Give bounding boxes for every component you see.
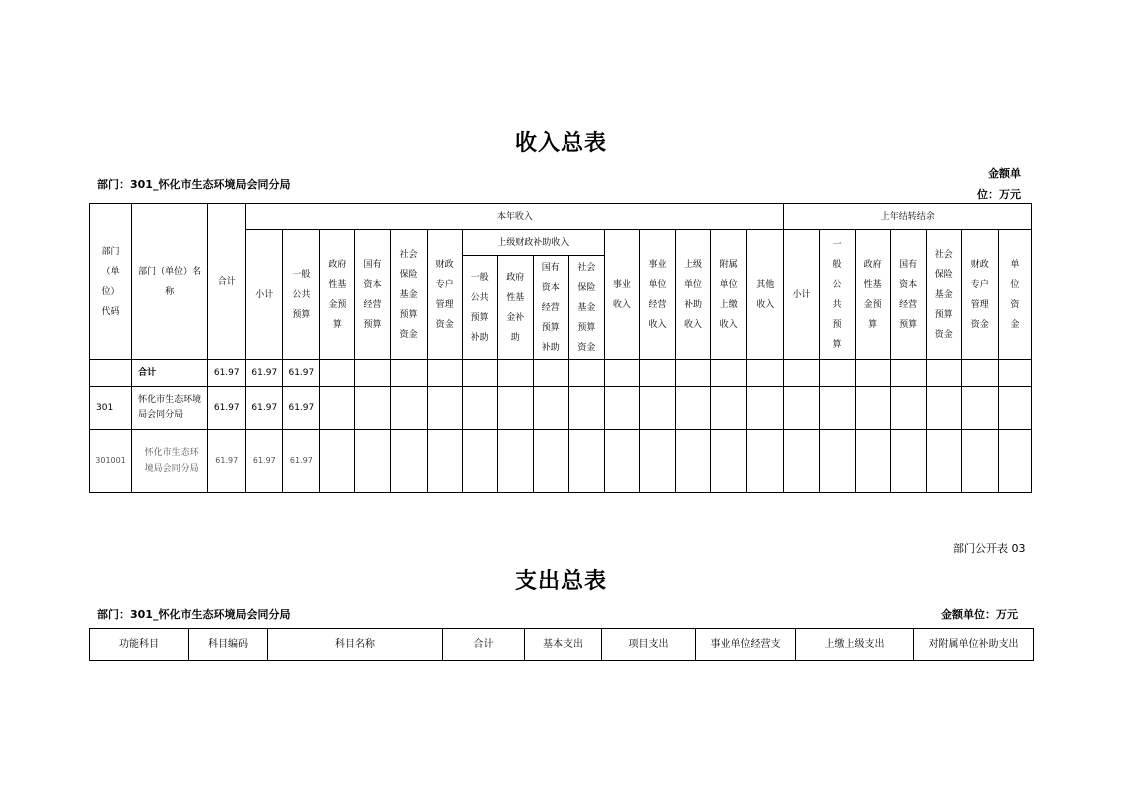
header-upper-level-subsidy: 上级单位补助收入 <box>676 230 711 360</box>
row-general-budget: 61.97 <box>283 387 320 430</box>
row-total: 61.97 <box>208 360 246 387</box>
income-dept-label: 部门：301_怀化市生态环境局会同分局 <box>97 178 291 191</box>
header-carryover-gov-fund: 政府性基金预算 <box>855 230 890 360</box>
table-row <box>90 387 1032 430</box>
row-name: 怀化市生态环境局会同分局 <box>132 430 208 493</box>
expense-summary-table <box>89 628 1034 661</box>
header-upper-subsidy: 上级财政补助收入 <box>462 230 604 256</box>
header-social-insurance: 社会保险基金预算资金 <box>390 230 427 360</box>
header-dept-name: 部门（单位）名称 <box>132 204 208 360</box>
header-basic-expense: 基本支出 <box>525 629 602 661</box>
header-carryover: 上年结转结余 <box>784 204 1032 230</box>
header-dept-code: 部门（单位）代码 <box>90 204 132 360</box>
header-fiscal-special: 财政专户管理资金 <box>427 230 462 360</box>
row-subtotal: 61.97 <box>246 430 283 493</box>
header-other-income: 其他收入 <box>747 230 784 360</box>
header-function-subject: 功能科目 <box>90 629 189 661</box>
table-row <box>90 430 1032 493</box>
header-total: 合计 <box>208 204 246 360</box>
row-total: 61.97 <box>208 430 246 493</box>
row-total: 61.97 <box>208 387 246 430</box>
income-summary-table <box>89 203 1032 493</box>
header-upper-gov-fund: 政府性基金补助 <box>497 256 533 360</box>
header-upper-social: 社会保险基金预算资金 <box>568 256 604 360</box>
header-carryover-fiscal-special: 财政专户管理资金 <box>961 230 998 360</box>
header-carryover-subtotal: 小计 <box>784 230 819 360</box>
header-total: 合计 <box>443 629 525 661</box>
row-code <box>90 360 132 387</box>
header-carryover-general: 一般公共预算 <box>819 230 855 360</box>
table-row <box>90 360 1032 387</box>
row-general-budget: 61.97 <box>283 430 320 493</box>
row-general-budget: 61.97 <box>283 360 320 387</box>
header-carryover-social: 社会保险基金预算资金 <box>926 230 961 360</box>
header-subject-code: 科目编码 <box>189 629 268 661</box>
row-code: 301 <box>90 387 132 430</box>
header-gov-fund: 政府性基金预算 <box>320 230 355 360</box>
header-subject-name: 科目名称 <box>268 629 443 661</box>
page-code-label: 部门公开表 03 <box>953 542 1026 555</box>
header-this-year-income: 本年收入 <box>246 204 784 230</box>
income-table-title: 收入总表 <box>514 131 607 156</box>
row-name: 怀化市生态环境局会同分局 <box>132 387 208 430</box>
header-upper-general: 一般公共预算补助 <box>462 256 497 360</box>
header-carryover-state-capital: 国有资本经营预算 <box>890 230 926 360</box>
row-subtotal: 61.97 <box>246 360 283 387</box>
row-name: 合计 <box>132 360 208 387</box>
header-carryover-unit-fund: 单位资金 <box>998 230 1031 360</box>
row-code: 301001 <box>90 430 132 493</box>
header-business-income: 事业收入 <box>604 230 639 360</box>
header-unit-operating-expense: 事业单位经营支 <box>696 629 796 661</box>
header-unit-operating: 事业单位经营收入 <box>639 230 675 360</box>
header-affiliated-subsidy-expense: 对附属单位补助支出 <box>914 629 1034 661</box>
income-unit-label-line1: 金额单 <box>988 167 1021 180</box>
header-upper-state-capital: 国有资本经营预算补助 <box>533 256 568 360</box>
header-general-budget: 一般公共预算 <box>283 230 320 360</box>
header-upper-turnover-expense: 上缴上级支出 <box>796 629 914 661</box>
header-project-expense: 项目支出 <box>602 629 696 661</box>
expense-dept-label: 部门：301_怀化市生态环境局会同分局 <box>97 608 291 621</box>
expense-table-title: 支出总表 <box>514 569 607 594</box>
header-affiliated-turnover: 附属单位上缴收入 <box>711 230 747 360</box>
income-unit-label-line2: 位：万元 <box>977 188 1021 201</box>
row-subtotal: 61.97 <box>246 387 283 430</box>
header-state-capital: 国有资本经营预算 <box>355 230 390 360</box>
expense-unit-label: 金额单位：万元 <box>941 608 1018 621</box>
header-subtotal: 小计 <box>246 230 283 360</box>
